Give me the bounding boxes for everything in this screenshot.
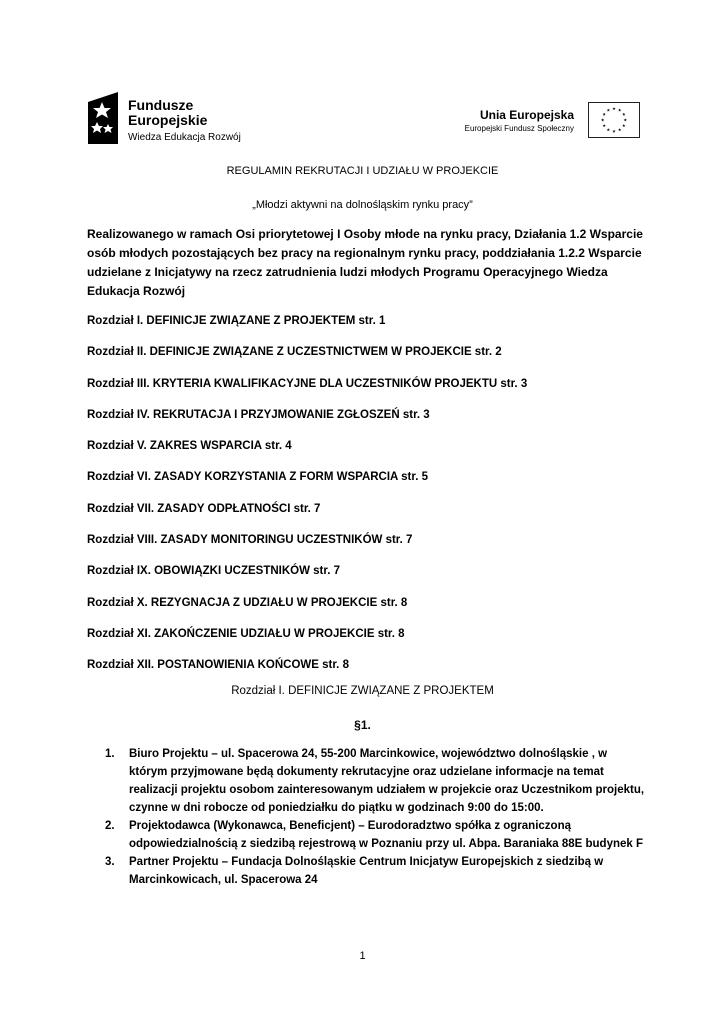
toc-entry: Rozdział X. REZYGNACJA Z UDZIAŁU W PROJEKCIE str. 8 [87,596,408,609]
document-title: REGULAMIN REKRUTACJI I UDZIAŁU W PROJEKCIE [226,165,499,177]
fe-logo-text [128,98,241,145]
toc-entry: Rozdział VI. ZASADY KORZYSTANIA Z FORM WSPARCIA str. 5 [87,471,428,484]
list-item-text: Partner Projektu – Fundacja Dolnośląskie Centrum Inicjatyw Europejskich z siedzibą w Marcinkowicach, ul. Spacerowa 24 [129,856,604,886]
toc-entry: Rozdział V. ZAKRES WSPARCIA str. 4 [87,440,292,453]
ue-logo-name: Unia Europejska [479,108,574,122]
fe-logo-tagline: Wiedza Edukacja Rozwój [128,132,241,143]
project-name: „Młodzi aktywni na dolnośląskim rynku pracy” [252,199,473,211]
list-item-text: Projektodawca (Wykonawca, Beneficjent) – Eurodoradztwo spółka z ograniczoną odpowiedzialnością z siedzibą rejestrową w Poznaniu przy ul. Abpa. Baraniaka 88E budynek F [129,820,644,850]
toc-entry: Rozdział XI. ZAKOŃCZENIE UDZIAŁU W PROJEKCIE str. 8 [87,627,405,640]
list-item [105,853,645,889]
list-item-number: 1. [105,748,115,760]
list-item [105,745,645,817]
list-item [105,817,645,853]
ue-logo-fund: Europejski Fundusz Społeczny [464,124,574,133]
intro-paragraph: Realizowanego w ramach Osi priorytetowej I Osoby młode na rynku pracy, Działania 1.2 Wsparcie osób młodych pozostających bez pracy na regionalnym rynku pracy, poddziałania 1.2.2 Wsparcie udzielane z Inicjatywy na rzecz zatrudnienia ludzi młodych Programu Operacyjnego Wiedza Edukacja Rozwój [87,227,643,298]
paragraph-mark: §1. [354,718,371,732]
toc-entry: Rozdział IX. OBOWIĄZKI UCZESTNIKÓW str. 7 [87,565,341,578]
unia-europejska-logo [462,102,642,142]
toc-entry: Rozdział IV. REKRUTACJA I PRZYJMOWANIE ZGŁOSZEŃ str. 3 [87,408,430,421]
toc-entry: Rozdział III. KRYTERIA KWALIFIKACYJNE DLA UCZESTNIKÓW PROJEKTU str. 3 [87,377,528,390]
list-item-number: 2. [105,820,115,832]
fe-star-mark-icon [88,92,118,144]
ue-logo-text [465,108,574,133]
page-number: 1 [359,950,366,962]
toc-entry: Rozdział VIII. ZASADY MONITORINGU UCZESTNIKÓW str. 7 [87,534,413,547]
fundusze-europejskie-logo [88,92,248,152]
toc-entry: Rozdział I. DEFINICJE ZWIĄZANE Z PROJEKTEM str. 1 [87,315,386,327]
list-item-number: 3. [105,856,115,868]
section-heading: Rozdział I. DEFINICJE ZWIĄZANE Z PROJEKTEM [231,685,494,697]
fe-logo-line2: Europejskie [128,112,208,128]
list-item-text: Biuro Projektu – ul. Spacerowa 24, 55-200 Marcinkowice, województwo dolnośląskie , w którym przyjmowane będą dokumenty rekrutacyjne oraz udzielane informacje na temat realizacji projektu osobom zainteresowanym udziałem w projekcie oraz Uczestnikom projektu, czynne w dni robocze od poniedziałku do piątku w godzinach 9:00 do 15:00. [129,748,645,814]
fe-logo-line1: Fundusze [128,97,194,113]
toc-entry: Rozdział VII. ZASADY ODPŁATNOŚCI str. 7 [87,502,321,515]
toc-entry: Rozdział II. DEFINICJE ZWIĄZANE Z UCZESTNICTWEM W PROJEKCIE str. 2 [87,346,502,359]
table-of-contents [87,313,647,689]
eu-flag-icon [588,102,640,138]
toc-entry: Rozdział XII. POSTANOWIENIA KOŃCOWE str. 8 [87,659,349,672]
definitions-list [105,745,645,889]
